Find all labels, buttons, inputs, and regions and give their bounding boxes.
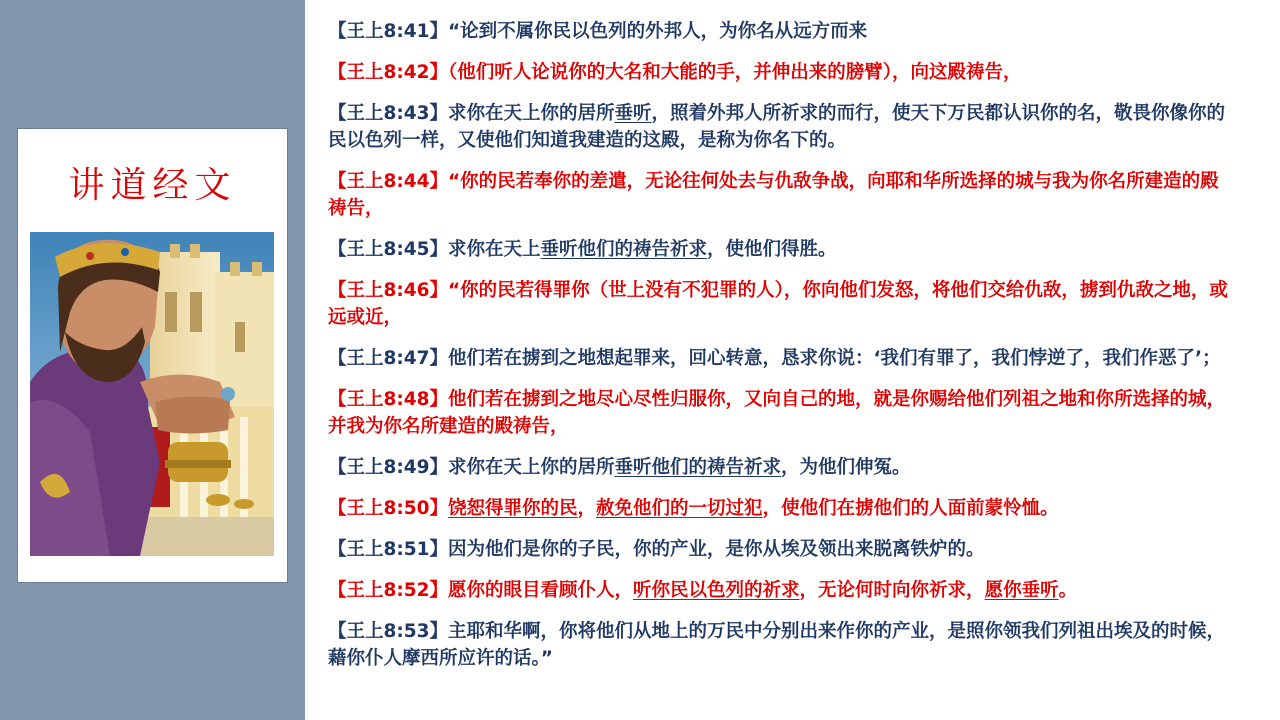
- verse-paragraph: [328, 618, 1228, 672]
- verse-text: 。: [1058, 580, 1078, 601]
- verse-text: ，为他们伸冤。: [781, 457, 911, 478]
- verse-text-underlined: 赦免他们的一切过犯: [596, 498, 763, 519]
- verse-reference: 【王上8:47】: [328, 348, 449, 369]
- verse-reference: 【王上8:43】: [328, 103, 449, 124]
- verse-text: 愿你的眼目看顾仆人，: [448, 580, 634, 601]
- verse-paragraph: [328, 386, 1228, 440]
- verse-paragraph: [328, 168, 1228, 222]
- verse-text-underlined: 垂听他们的祷告祈求: [614, 457, 782, 478]
- verse-text: ，无论何时向你祈求，: [799, 580, 985, 601]
- verse-text-underlined: 饶恕得罪你的民: [448, 498, 578, 519]
- verse-text-underlined: 听你民以色列的祈求: [633, 580, 800, 601]
- verse-paragraph: [328, 59, 1228, 86]
- verse-paragraph: [328, 18, 1228, 45]
- verse-reference: 【王上8:44】: [328, 171, 449, 192]
- verse-paragraph: [328, 495, 1228, 522]
- verse-reference: 【王上8:41】: [328, 21, 449, 42]
- verse-text: “你的民若奉你的差遣，无论往何处去与仇敌争战，向耶和华所选择的城与我为你名所建造的殿祷告，: [328, 171, 1219, 219]
- verse-reference: 【王上8:45】: [328, 239, 449, 260]
- verse-text: 他们若在掳到之地想起罪来，回心转意，恳求你说：‘我们有罪了，我们悖逆了，我们作恶了’；: [448, 348, 1221, 369]
- verse-text: “你的民若得罪你（世上没有不犯罪的人），你向他们发怒，将他们交给仇敌，掳到仇敌之地，或远或近，: [328, 280, 1228, 328]
- verse-text: ，: [577, 498, 597, 519]
- king-praying-illustration: [30, 232, 274, 556]
- verse-text: “论到不属你民以色列的外邦人，为你名从远方而来: [448, 21, 868, 42]
- verse-text: 求你在天上你的居所: [448, 457, 615, 478]
- verse-text-underlined: 垂听他们的祷告祈求: [540, 239, 708, 260]
- verse-reference: 【王上8:51】: [328, 539, 449, 560]
- verse-text: 求你在天上: [448, 239, 541, 260]
- verse-paragraph: [328, 577, 1228, 604]
- verse-list: [328, 18, 1228, 686]
- verse-paragraph: [328, 100, 1228, 154]
- verse-paragraph: [328, 454, 1228, 481]
- verse-text: 主耶和华啊，你将他们从地上的万民中分别出来作你的产业，是照你领我们列祖出埃及的时候，藉你仆人摩西所应许的话。”: [328, 621, 1226, 669]
- verse-paragraph: [328, 345, 1228, 372]
- verse-text-underlined: 愿你垂听: [984, 580, 1059, 601]
- verse-reference: 【王上8:53】: [328, 621, 449, 642]
- verse-text-underlined: 垂听: [614, 103, 652, 124]
- verse-text: （他们听人论说你的大名和大能的手，并伸出来的膀臂），向这殿祷告，: [448, 62, 1022, 83]
- verse-reference: 【王上8:48】: [328, 389, 449, 410]
- verse-text: ，使他们在掳他们的人面前蒙怜恤。: [762, 498, 1059, 519]
- card-title: 讲道经文: [68, 165, 237, 206]
- verse-text: 他们若在掳到之地尽心尽性归服你，又向自己的地，就是你赐给他们列祖之地和你所选择的城，并我为你名所建造的殿祷告，: [328, 389, 1226, 437]
- verse-reference: 【王上8:50】: [328, 498, 449, 519]
- verse-text: 因为他们是你的子民，你的产业，是你从埃及领出来脱离铁炉的。: [448, 539, 985, 560]
- verse-paragraph: [328, 536, 1228, 563]
- verse-reference: 【王上8:46】: [328, 280, 449, 301]
- verse-text: 求你在天上你的居所: [448, 103, 615, 124]
- verse-text: ，照着外邦人所祈求的而行，使天下万民都认识你的名，敬畏你像你的民以色列一样，又使他们知道我建造的这殿，是称为你名下的。: [328, 103, 1226, 151]
- verse-text: ，使他们得胜。: [707, 239, 837, 260]
- verse-paragraph: [328, 277, 1228, 331]
- verse-reference: 【王上8:42】: [328, 62, 449, 83]
- sidebar-panel: [0, 0, 305, 720]
- scripture-card: [17, 128, 288, 583]
- verse-reference: 【王上8:52】: [328, 580, 449, 601]
- verse-paragraph: [328, 236, 1228, 263]
- verse-reference: 【王上8:49】: [328, 457, 449, 478]
